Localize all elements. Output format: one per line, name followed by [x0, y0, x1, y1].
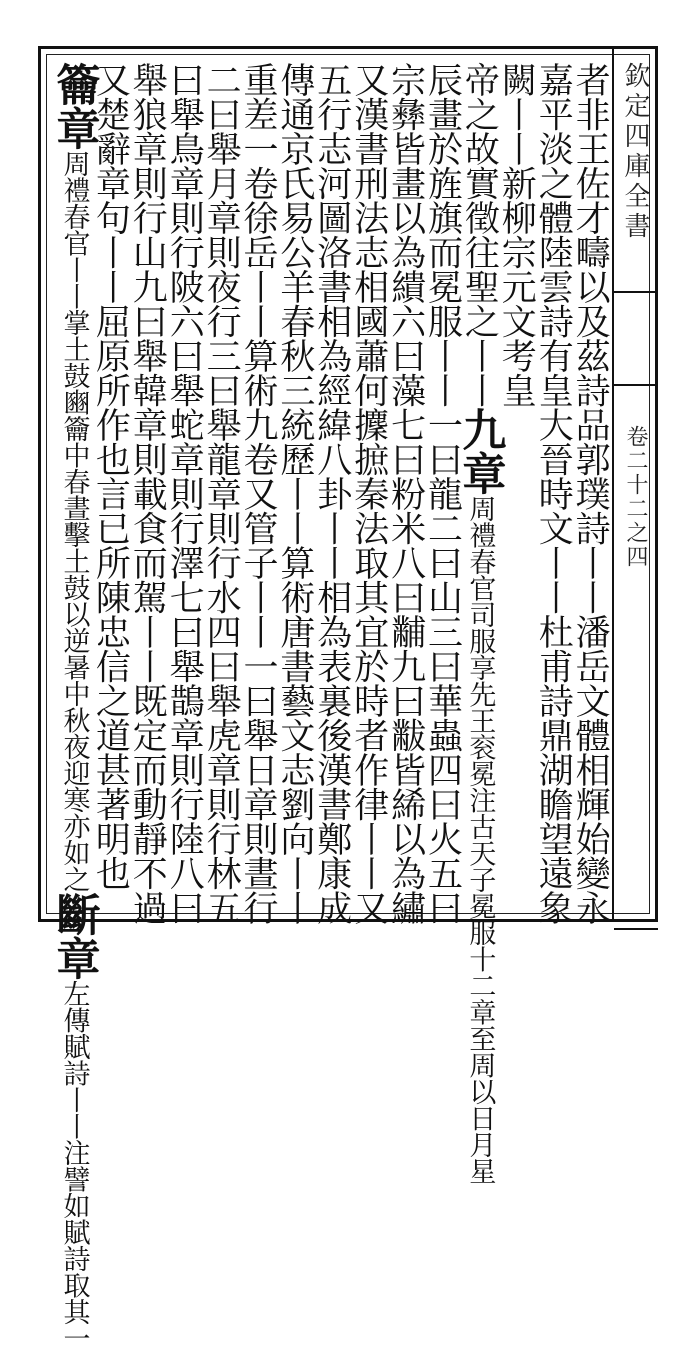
annotation-text: 周禮春官司服享先王衮冕注古天子冕服十二章至周以日月星 — [464, 495, 496, 1184]
text-column — [90, 62, 131, 908]
text-column — [385, 62, 426, 925]
column-text: 傳通京氏易公羊春秋三統歷丨丨算術唐書藝文志劉向丨丨 — [274, 62, 315, 925]
column-text: 重差一卷徐岳丨丨算術九卷又管子丨丨一曰舉日章則晝行 — [238, 62, 278, 925]
annotation-text: 左傳賦詩丨丨注譬如賦詩取其一 — [58, 980, 90, 1351]
column-text: 曰舉鳥章則行陂六曰舉蛇章則行澤七曰舉鵲章則行陸八曰 — [164, 62, 205, 925]
text-column — [570, 62, 611, 925]
column-text: 又漢書刑法志相國蕭何攈摭秦法取其宜於時者作律丨丨又 — [348, 62, 389, 925]
column-text: 宗彝皆畫以為繢六曰藻七曰粉米八曰黼九曰黻皆絺以為繡 — [385, 62, 426, 925]
entry-heading: 斷章 — [48, 892, 100, 980]
annotation-text: 周禮春官丨丨掌土鼓豳籥中春晝擊土鼓以逆暑中秋夜迎寒亦如之 — [58, 150, 90, 892]
text-column — [533, 62, 574, 925]
entry-heading: 籥章 — [48, 62, 100, 150]
column-text: 又楚辭章句丨丨屈原所作也言已所陳忠信之道甚著明也 — [90, 62, 131, 890]
column-text: 嘉平淡之體陸雲詩有皇大晉時文丨丨杜甫詩鼎湖瞻望遠象 — [533, 62, 574, 925]
text-column — [422, 62, 463, 925]
text-column — [311, 62, 352, 925]
edge-rule-top — [614, 291, 658, 293]
text-column — [48, 62, 100, 1351]
column-text: 舉狼章則行山九曰舉韓章則載食而駕丨丨既定而動靜不過 — [127, 62, 168, 925]
volume-label: 卷二十二之四 — [623, 425, 648, 569]
text-column — [454, 62, 506, 1184]
edge-rule-middle — [614, 384, 658, 386]
text-column — [201, 62, 242, 925]
text-column — [348, 62, 389, 925]
column-text: 五行志河圖洛書相為經緯八卦丨丨相為表裏後漢書鄭康成 — [311, 62, 352, 925]
column-text: 帝之故實徵往聖之丨丨 — [459, 62, 500, 407]
text-column — [164, 62, 205, 925]
text-column — [127, 62, 168, 925]
column-text: 者非王佐才疇以及茲詩品郭璞詩丨丨潘岳文體相輝始變永 — [570, 62, 611, 925]
entry-heading: 九章 — [454, 407, 506, 495]
column-text: 辰畫於旌旗而冕服丨丨一曰龍二曰山三曰華蟲四曰火五曰 — [422, 62, 463, 925]
text-column — [274, 62, 315, 925]
column-text: 闕丨丨新柳宗元文考皇 — [496, 62, 537, 407]
book-title: 欽定四庫全書 — [620, 62, 650, 242]
column-text: 二曰舉月章則夜行三曰舉龍章則行水四曰舉虎章則行林五 — [201, 62, 242, 925]
text-column — [238, 62, 278, 925]
edge-rule-bottom — [614, 928, 658, 930]
